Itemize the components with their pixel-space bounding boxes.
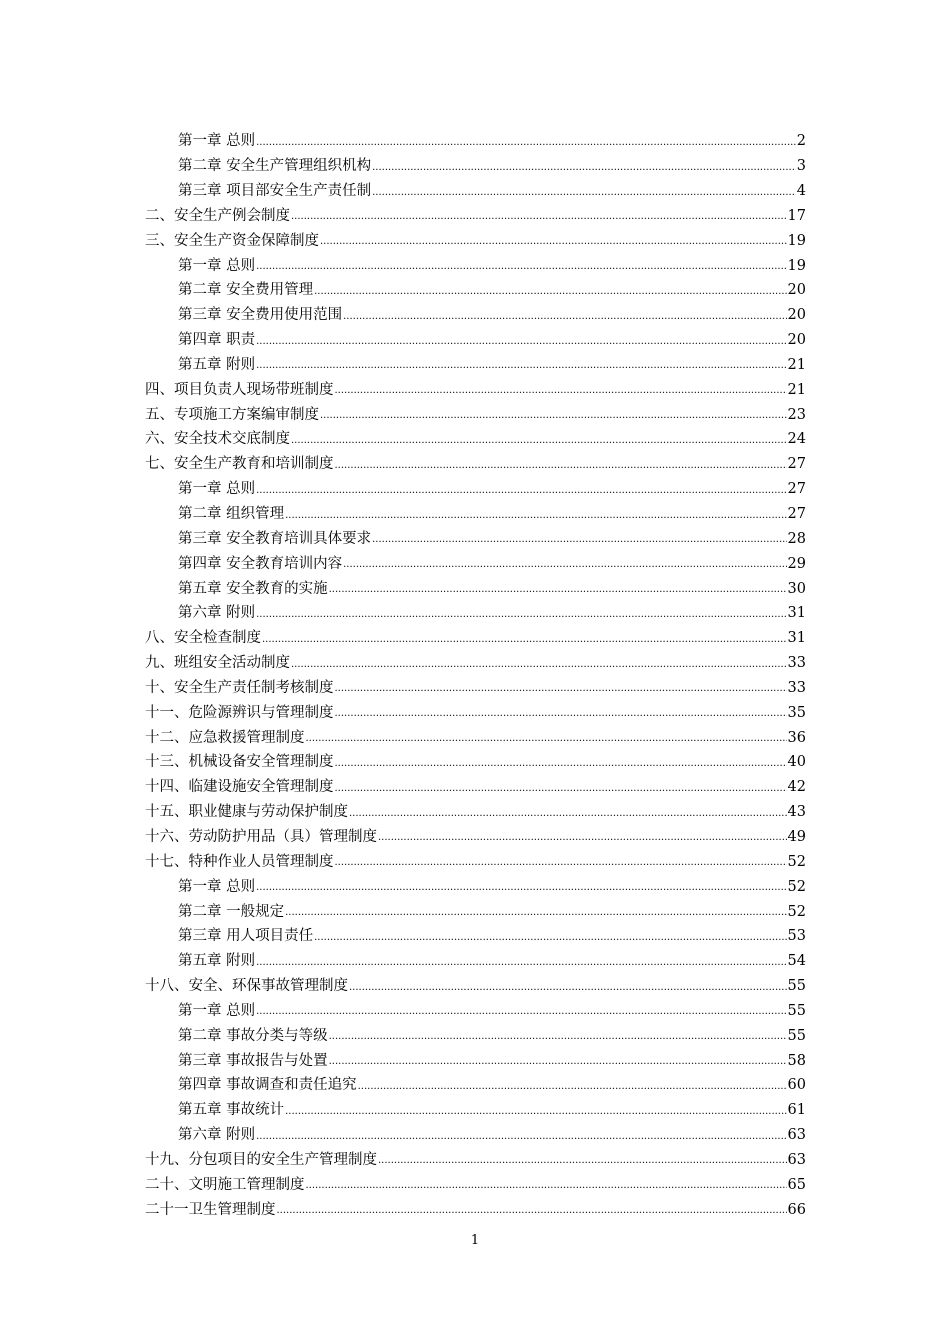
toc-entry-title: 第三章 项目部安全生产责任制 xyxy=(178,183,372,200)
toc-entry-page: 33 xyxy=(787,679,806,696)
dot-leader xyxy=(256,1132,786,1142)
dot-leader xyxy=(256,486,786,496)
dot-leader xyxy=(256,337,786,347)
toc-entry-title: 十五、职业健康与劳动保护制度 xyxy=(145,804,348,821)
toc-entry[interactable] xyxy=(145,695,806,720)
toc-entry-page: 31 xyxy=(787,605,806,622)
dot-leader xyxy=(291,660,787,670)
toc-entry-title: 十二、应急救援管理制度 xyxy=(145,729,305,746)
dot-leader xyxy=(291,436,787,446)
dot-leader xyxy=(320,411,787,421)
toc-entry[interactable] xyxy=(145,646,806,671)
toc-entry-page: 19 xyxy=(787,232,806,249)
toc-entry[interactable] xyxy=(145,372,806,397)
toc-entry-title: 十一、危险源辨识与管理制度 xyxy=(145,704,334,721)
dot-leader xyxy=(349,809,787,819)
toc-entry-page: 52 xyxy=(787,853,806,870)
table-of-contents xyxy=(145,124,806,1217)
toc-entry[interactable] xyxy=(145,571,806,596)
toc-entry[interactable] xyxy=(145,994,806,1019)
dot-leader xyxy=(314,287,786,297)
toc-entry-page: 27 xyxy=(787,506,806,522)
toc-entry-title: 第四章 事故调查和责任追究 xyxy=(178,1077,357,1094)
dot-leader xyxy=(256,361,786,371)
toc-entry-page: 52 xyxy=(787,903,806,920)
toc-entry[interactable] xyxy=(145,869,806,894)
toc-entry[interactable] xyxy=(145,969,806,994)
toc-entry[interactable] xyxy=(145,770,806,795)
toc-entry[interactable] xyxy=(145,1093,806,1118)
dot-leader xyxy=(262,635,787,645)
dot-leader xyxy=(378,833,787,843)
toc-entry-title: 第三章 事故报告与处置 xyxy=(178,1052,328,1069)
toc-entry-page: 17 xyxy=(787,207,806,224)
dot-leader xyxy=(372,535,786,545)
dot-leader xyxy=(335,386,787,396)
toc-entry-title: 第一章 总则 xyxy=(178,878,256,895)
toc-entry-page: 49 xyxy=(787,828,806,845)
toc-entry-page: 63 xyxy=(787,1151,806,1168)
toc-entry[interactable] xyxy=(145,795,806,820)
toc-entry[interactable] xyxy=(145,919,806,944)
toc-entry[interactable] xyxy=(145,348,806,373)
toc-entry-page: 36 xyxy=(787,729,806,746)
toc-entry-page: 52 xyxy=(787,878,806,895)
dot-leader xyxy=(335,858,787,868)
dot-leader xyxy=(306,1181,787,1191)
toc-entry[interactable] xyxy=(145,671,806,696)
dot-leader xyxy=(372,188,796,198)
toc-entry-title: 第二章 一般规定 xyxy=(178,903,285,920)
toc-entry-title: 第六章 附则 xyxy=(178,1127,256,1144)
toc-entry[interactable] xyxy=(145,745,806,770)
toc-entry-page: 20 xyxy=(787,307,806,324)
toc-entry-page: 23 xyxy=(787,406,806,423)
toc-entry-page: 61 xyxy=(787,1102,806,1119)
toc-entry[interactable] xyxy=(145,273,806,298)
toc-entry-page: 24 xyxy=(787,431,806,448)
toc-entry-title: 第一章 总则 xyxy=(178,133,256,150)
toc-entry[interactable] xyxy=(145,820,806,845)
toc-entry-page: 54 xyxy=(787,953,806,970)
dot-leader xyxy=(372,163,796,173)
toc-entry-title: 十九、分包项目的安全生产管理制度 xyxy=(145,1151,377,1168)
toc-entry[interactable] xyxy=(145,397,806,422)
toc-entry[interactable] xyxy=(145,546,806,571)
toc-entry[interactable] xyxy=(145,522,806,547)
dot-leader xyxy=(329,1057,787,1067)
dot-leader xyxy=(349,983,787,993)
toc-entry[interactable] xyxy=(145,596,806,621)
toc-entry[interactable] xyxy=(145,199,806,224)
dot-leader xyxy=(358,1082,787,1092)
toc-entry-page: 33 xyxy=(787,655,806,672)
toc-entry-title: 二十一卫生管理制度 xyxy=(145,1201,276,1218)
toc-entry[interactable] xyxy=(145,248,806,273)
dot-leader xyxy=(256,1007,786,1017)
toc-entry-title: 第一章 总则 xyxy=(178,257,256,274)
toc-entry[interactable] xyxy=(145,298,806,323)
toc-entry[interactable] xyxy=(145,124,806,149)
toc-entry-title: 第四章 安全教育培训内容 xyxy=(178,555,343,572)
toc-entry[interactable] xyxy=(145,1167,806,1192)
dot-leader xyxy=(320,237,787,247)
toc-entry-title: 第二章 安全生产管理组织机构 xyxy=(178,158,372,175)
dot-leader xyxy=(314,933,786,943)
toc-entry-page: 65 xyxy=(787,1176,806,1193)
toc-entry-title: 十四、临建设施安全管理制度 xyxy=(145,779,334,796)
toc-entry-page: 55 xyxy=(787,1002,806,1019)
toc-entry-title: 第二章 安全费用管理 xyxy=(178,282,314,299)
dot-leader xyxy=(335,709,787,719)
toc-entry-title: 第二章 组织管理 xyxy=(178,506,285,522)
dot-leader xyxy=(343,312,786,322)
toc-entry-title: 七、安全生产教育和培训制度 xyxy=(145,456,334,473)
dot-leader xyxy=(335,759,787,769)
toc-entry-title: 第二章 事故分类与等级 xyxy=(178,1027,328,1044)
toc-entry-title: 第一章 总则 xyxy=(178,1002,256,1019)
toc-entry-title: 三、安全生产资金保障制度 xyxy=(145,232,319,249)
toc-entry-page: 43 xyxy=(787,804,806,821)
toc-entry-page: 19 xyxy=(787,257,806,274)
toc-entry-page: 28 xyxy=(787,530,806,547)
dot-leader xyxy=(329,1032,787,1042)
toc-entry[interactable] xyxy=(145,1192,806,1217)
dot-leader xyxy=(285,511,786,521)
toc-entry[interactable] xyxy=(145,1143,806,1168)
toc-entry[interactable] xyxy=(145,149,806,174)
dot-leader xyxy=(256,262,786,272)
toc-entry-page: 35 xyxy=(787,704,806,721)
toc-entry-title: 第一章 总则 xyxy=(178,481,256,498)
toc-entry-title: 第五章 附则 xyxy=(178,953,256,970)
toc-entry[interactable] xyxy=(145,223,806,248)
toc-entry-page: 66 xyxy=(787,1201,806,1218)
toc-entry-page: 27 xyxy=(787,481,806,498)
toc-entry-page: 42 xyxy=(787,779,806,796)
dot-leader xyxy=(335,461,787,471)
toc-entry-page: 63 xyxy=(787,1127,806,1144)
toc-entry[interactable] xyxy=(145,944,806,969)
toc-entry-title: 十六、劳动防护用品（具）管理制度 xyxy=(145,828,377,845)
toc-entry-page: 21 xyxy=(787,381,806,398)
dot-leader xyxy=(285,908,786,918)
toc-entry-title: 第三章 安全教育培训具体要求 xyxy=(178,530,372,547)
toc-entry[interactable] xyxy=(145,422,806,447)
toc-entry-page: 60 xyxy=(787,1077,806,1094)
toc-entry-page: 58 xyxy=(787,1052,806,1069)
toc-entry-title: 九、班组安全活动制度 xyxy=(145,655,290,672)
dot-leader xyxy=(256,138,796,148)
dot-leader xyxy=(277,1206,787,1216)
toc-entry-page: 2 xyxy=(796,133,806,150)
toc-entry-title: 第三章 用人项目责任 xyxy=(178,928,314,945)
toc-entry[interactable] xyxy=(145,1043,806,1068)
toc-entry-title: 五、专项施工方案编审制度 xyxy=(145,406,319,423)
toc-entry-page: 55 xyxy=(787,978,806,995)
toc-entry-title: 第五章 附则 xyxy=(178,356,256,373)
toc-entry-page: 53 xyxy=(787,928,806,945)
toc-entry-title: 第五章 事故统计 xyxy=(178,1102,285,1119)
toc-entry[interactable] xyxy=(145,1068,806,1093)
toc-entry-title: 八、安全检查制度 xyxy=(145,630,261,647)
dot-leader xyxy=(378,1156,787,1166)
toc-entry-page: 31 xyxy=(787,630,806,647)
toc-entry[interactable] xyxy=(145,472,806,497)
toc-entry-page: 40 xyxy=(787,754,806,771)
toc-entry-title: 第五章 安全教育的实施 xyxy=(178,580,328,597)
toc-entry[interactable] xyxy=(145,497,806,522)
toc-entry-page: 20 xyxy=(787,332,806,349)
toc-entry-title: 十、安全生产责任制考核制度 xyxy=(145,679,334,696)
toc-entry-page: 30 xyxy=(787,580,806,597)
toc-entry[interactable] xyxy=(145,323,806,348)
toc-entry-title: 十三、机械设备安全管理制度 xyxy=(145,754,334,771)
toc-entry-title: 第四章 职责 xyxy=(178,332,256,349)
dot-leader xyxy=(306,734,787,744)
toc-entry-title: 四、项目负责人现场带班制度 xyxy=(145,381,334,398)
dot-leader xyxy=(256,958,786,968)
dot-leader xyxy=(329,585,787,595)
toc-entry[interactable] xyxy=(145,720,806,745)
toc-entry[interactable] xyxy=(145,621,806,646)
toc-entry-title: 六、安全技术交底制度 xyxy=(145,431,290,448)
dot-leader xyxy=(291,212,787,222)
toc-entry[interactable] xyxy=(145,1018,806,1043)
dot-leader xyxy=(285,1107,786,1117)
toc-entry[interactable] xyxy=(145,174,806,199)
dot-leader xyxy=(335,684,787,694)
toc-entry-title: 十七、特种作业人员管理制度 xyxy=(145,853,334,870)
page-number: 1 xyxy=(470,1233,480,1248)
toc-entry-title: 十八、安全、环保事故管理制度 xyxy=(145,978,348,995)
toc-entry-page: 20 xyxy=(787,282,806,299)
dot-leader xyxy=(335,784,787,794)
dot-leader xyxy=(343,560,786,570)
toc-entry-page: 4 xyxy=(796,183,806,200)
toc-entry[interactable] xyxy=(145,844,806,869)
toc-entry[interactable] xyxy=(145,1118,806,1143)
toc-entry-page: 55 xyxy=(787,1027,806,1044)
toc-entry[interactable] xyxy=(145,447,806,472)
dot-leader xyxy=(256,610,786,620)
toc-entry-page: 21 xyxy=(787,356,806,373)
toc-entry-title: 第六章 附则 xyxy=(178,605,256,622)
dot-leader xyxy=(256,883,786,893)
toc-entry-page: 3 xyxy=(796,158,806,175)
toc-entry-title: 二十、文明施工管理制度 xyxy=(145,1176,305,1193)
toc-entry-page: 29 xyxy=(787,555,806,572)
toc-entry-title: 第三章 安全费用使用范围 xyxy=(178,307,343,324)
toc-entry-page: 27 xyxy=(787,456,806,473)
toc-entry[interactable] xyxy=(145,894,806,919)
toc-entry-title: 二、安全生产例会制度 xyxy=(145,207,290,224)
